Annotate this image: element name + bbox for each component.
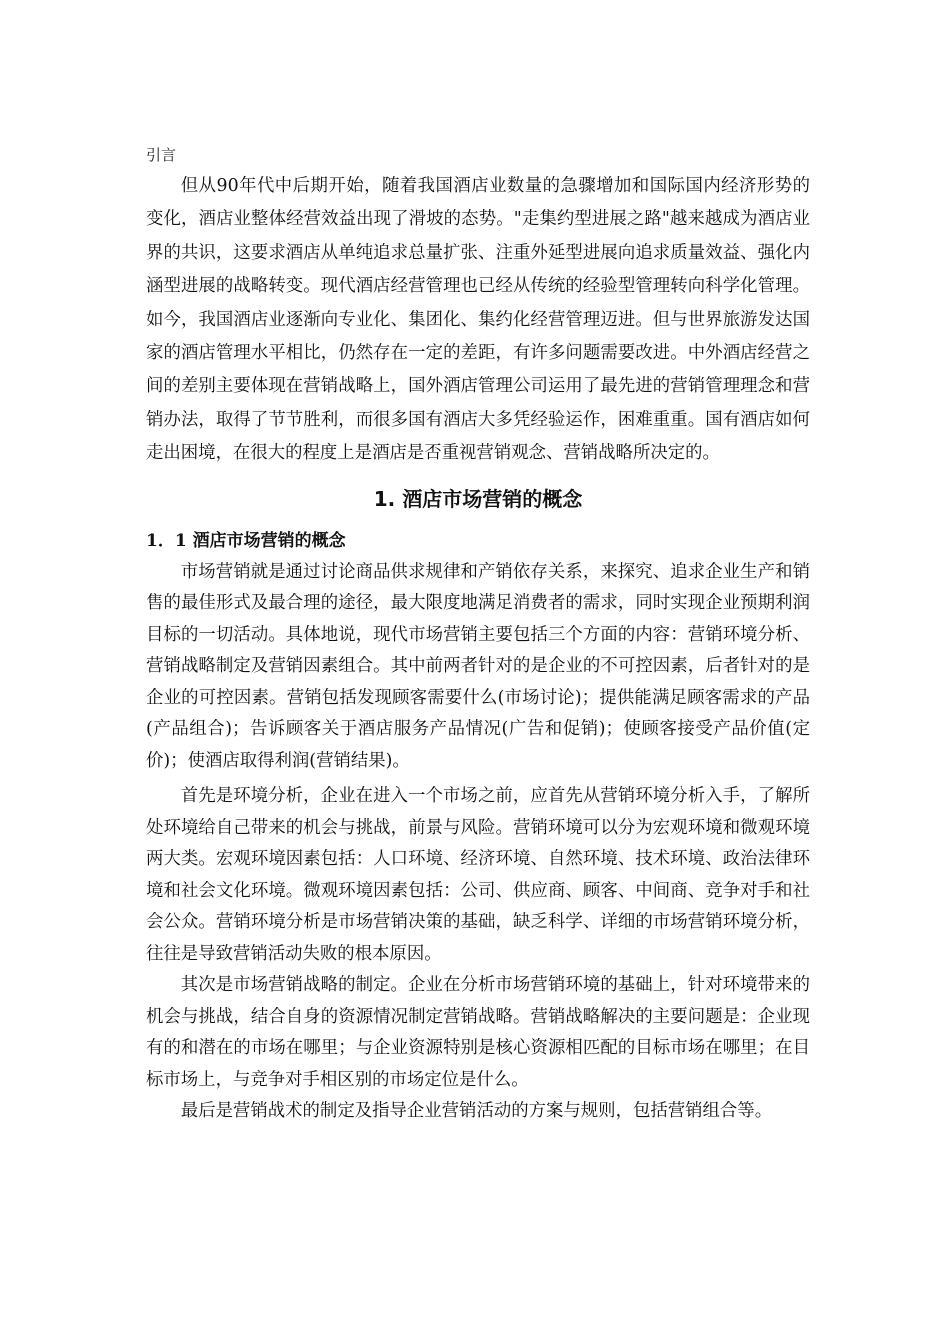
section-title: 1. 酒店市场营销的概念 bbox=[373, 486, 583, 511]
body-paragraph-environment: 首先是环境分析，企业在进入一个市场之前，应首先从营销环境分析入手，了解所处环境给自己带来的机会与挑战，前景与风险。营销环境可以分为宏观环境和微观环境两大类。宏观环境因素包括：人口环境、经济环境、自然环境、技术环境、政治法律环境和社会文化环境。微观环境因素包括：公司、供应商、顾客、中间商、竞争对手和社会公众。营销环境分析是市场营销决策的基础，缺乏科学、详细的市场营销环境分析，往往是导致营销活动失败的根本原因。 bbox=[146, 786, 810, 964]
body-paragraph-tactics: 最后是营销战术的制定及指导企业营销活动的方案与规则，包括营销组合等。 bbox=[180, 1101, 773, 1122]
intro-label: 引言 bbox=[146, 146, 177, 164]
body-paragraph-definition: 市场营销就是通过讨论商品供求规律和产销依存关系，来探究、追求企业生产和销售的最佳形式及最合理的途径，最大限度地满足消费者的需求，同时实现企业预期利润目标的一切活动。具体地说，现代市场营销主要包括三个方面的内容：营销环境分析、营销战略制定及营销因素组合。其中前两者针对的是企业的不可控因素，后者针对的是企业的可控因素。营销包括发现顾客需要什么(市场讨论)；提供能满足顾客需求的产品(产品组合)；告诉顾客关于酒店服务产品情况(广告和促销)；使顾客接受产品价值(定价)；使酒店取得利润(营销结果)。 bbox=[146, 561, 810, 771]
document-page bbox=[146, 140, 810, 1128]
subsection-title: 1．1 酒店市场营销的概念 bbox=[146, 530, 346, 551]
intro-paragraph: 但从90年代中后期开始，随着我国酒店业数量的急骤增加和国际国内经济形势的变化，酒店业整体经营效益出现了滑坡的态势。"走集约型进展之路"越来越成为酒店业界的共识，这要求酒店从单纯追求总量扩张、注重外延型进展向追求质量效益、强化内涵型进展的战略转变。现代酒店经营管理也已经从传统的经验型管理转向科学化管理。如今，我国酒店业逐渐向专业化、集团化、集约化经营管理迈进。但与世界旅游发达国家的酒店管理水平相比，仍然存在一定的差距，有许多问题需要改进。中外酒店经营之间的差别主要体现在营销战略上，国外酒店管理公司运用了最先进的营销管理理念和营销办法，取得了节节胜利，而很多国有酒店大多凭经验运作，困难重重。国有酒店如何走出困境，在很大的程度上是酒店是否重视营销观念、营销战略所决定的。 bbox=[146, 176, 810, 464]
body-paragraph-strategy: 其次是市场营销战略的制定。企业在分析市场营销环境的基础上，针对环境带来的机会与挑战，结合自身的资源情况制定营销战略。营销战略解决的主要问题是：企业现有的和潜在的市场在哪里；与企业资源特别是核心资源相匹配的目标市场在哪里；在目标市场上，与竞争对手相区别的市场定位是什么。 bbox=[146, 975, 810, 1090]
